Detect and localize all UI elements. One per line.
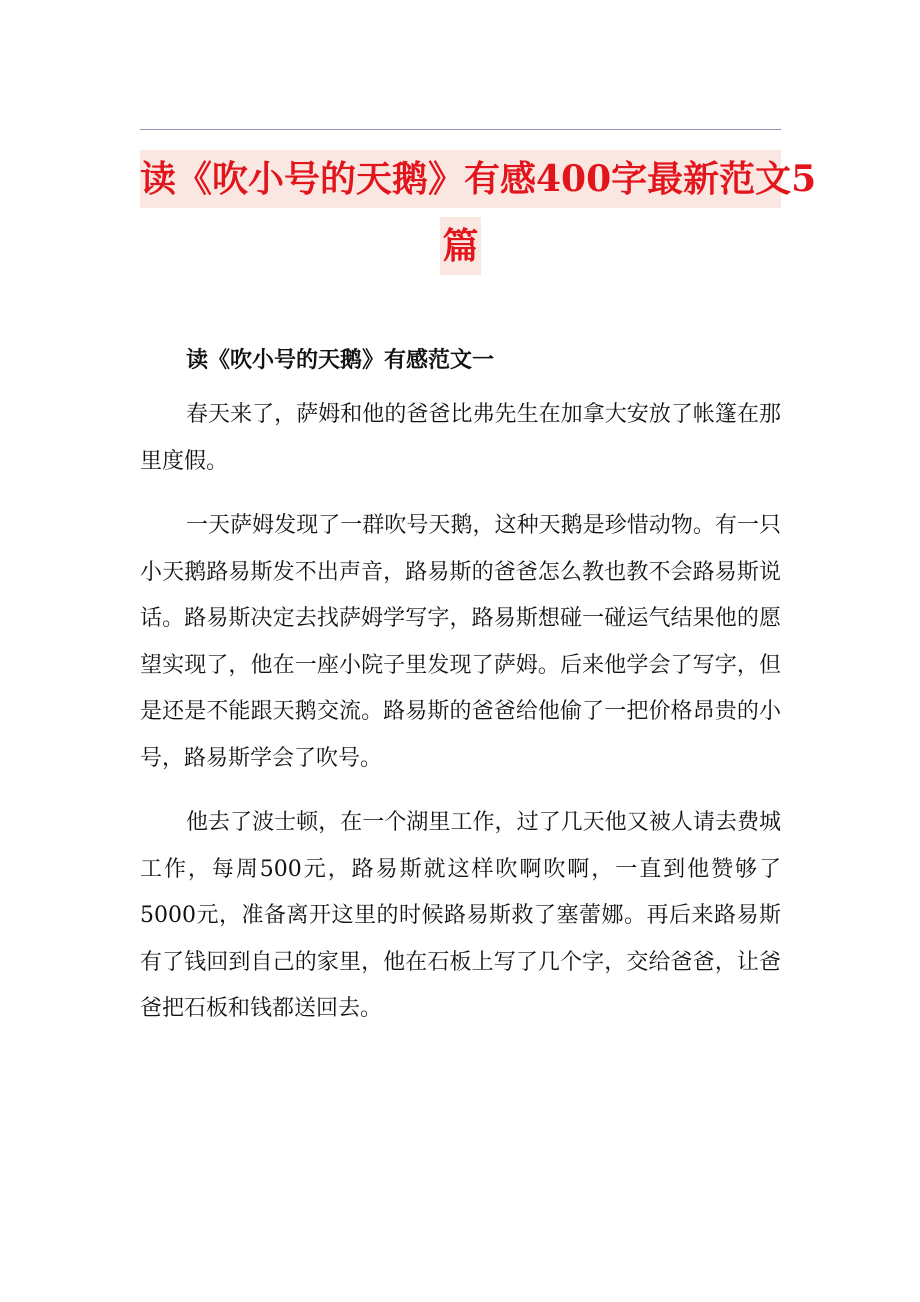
document-body xyxy=(140,330,781,1051)
title-line-1: 读《吹小号的天鹅》有感400字最新范文5 xyxy=(140,150,781,208)
document-title xyxy=(140,150,817,275)
section-heading: 读《吹小号的天鹅》有感范文一 xyxy=(186,347,495,373)
header-rule xyxy=(140,129,781,130)
paragraph-2: 一天萨姆发现了一群吹号天鹅，这种天鹅是珍惜动物。有一只小天鹅路易斯发不出声音，路易斯的爸爸怎么教也教不会路易斯说话。路易斯决定去找萨姆学写字，路易斯想碰一碰运气结果他的愿望实现了，他在一座小院子里发现了萨姆。后来他学会了写字，但是还是不能跟天鹅交流。路易斯的爸爸给他偷了一把价格昂贵的小号，路易斯学会了吹号。 xyxy=(140,513,781,771)
title-line-2: 篇 xyxy=(440,217,480,275)
paragraph-1: 春天来了，萨姆和他的爸爸比弗先生在加拿大安放了帐篷在那里度假。 xyxy=(140,402,781,474)
paragraph-3: 他去了波士顿，在一个湖里工作，过了几天他又被人请去费城工作，每周500元，路易斯就这样吹啊吹啊，一直到他赞够了5000元，准备离开这里的时候路易斯救了塞蕾娜。再后来路易斯有了钱回到自己的家里，他在石板上写了几个字，交给爸爸，让爸爸把石板和钱都送回去。 xyxy=(140,810,781,1021)
